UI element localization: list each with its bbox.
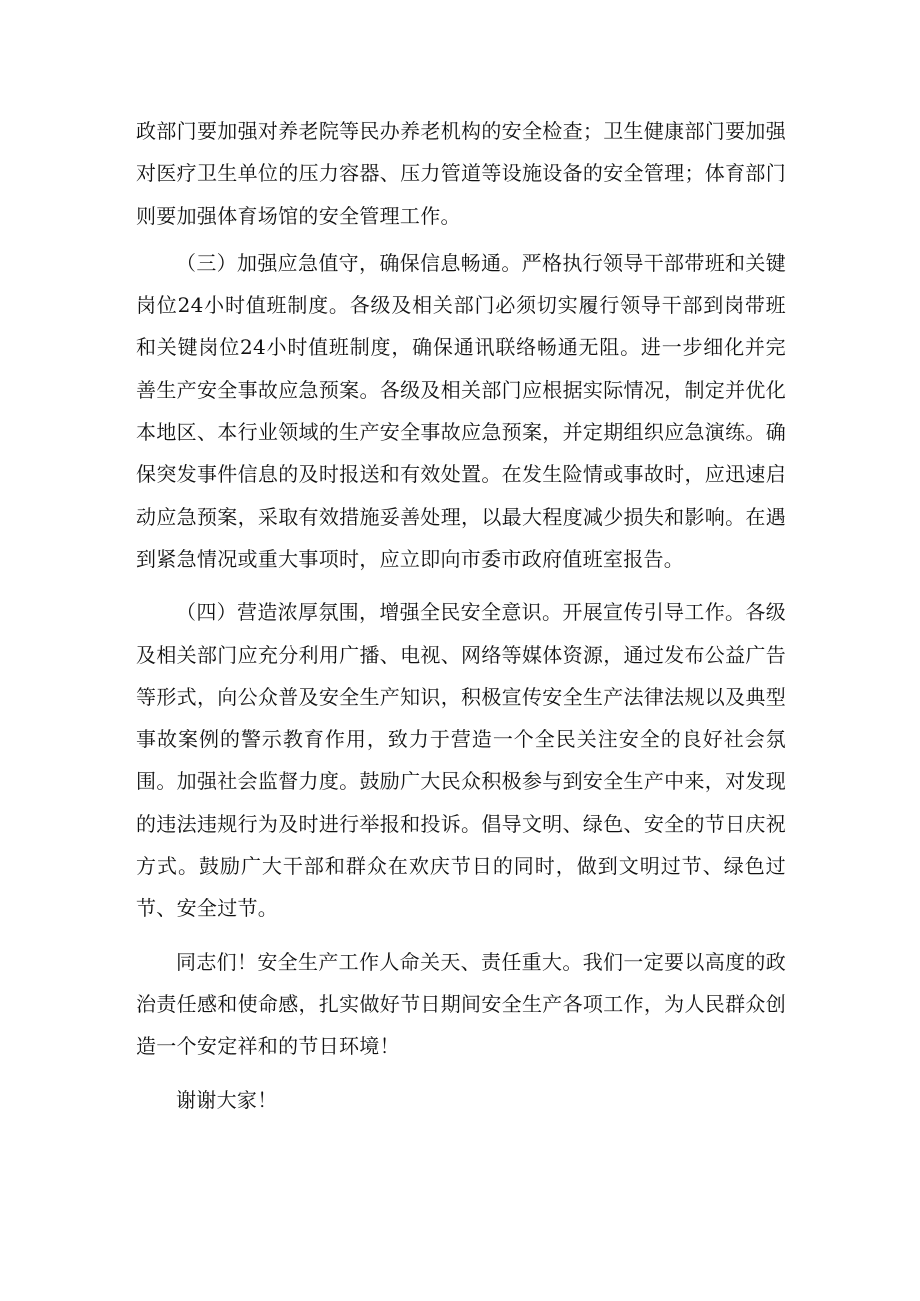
paragraph-closing-remarks: 同志们！安全生产工作人命关天、责任重大。我们一定要以高度的政治责任感和使命感，扎实做好节日期间安全生产各项工作，为人民群众创造一个安定祥和的节日环境！ <box>136 949 786 1059</box>
paragraph-thanks: 谢谢大家！ <box>176 1087 278 1112</box>
paragraph-emergency-duty: （三）加强应急值守，确保信息畅通。严格执行领导干部带班和关键岗位24小时值班制度。各级及相关部门必须切实履行领导干部到岗带班和关键岗位24小时值班制度，确保通讯联络畅通无阻。进一步细化并完善生产安全事故应急预案。各级及相关部门应根据实际情况，制定并优化本地区、本行业领域的生产安全事故应急预案，并定期组织应急演练。确保突发事件信息的及时报送和有效处置。在发生险情或事故时，应迅速启动应急预案，采取有效措施妥善处理，以最大程度减少损失和影响。在遇到紧急情况或重大事项时，应立即向市委市政府值班室报告。 <box>136 250 786 571</box>
paragraph-safety-awareness: （四）营造浓厚氛围，增强全民安全意识。开展宣传引导工作。各级及相关部门应充分利用广播、电视、网络等媒体资源，通过发布公益广告等形式，向公众普及安全生产知识，积极宣传安全生产法律法规以及典型事故案例的警示教育作用，致力于营造一个全民关注安全的良好社会氛围。加强社会监督力度。鼓励广大民众积极参与到安全生产中来，对发现的违法违规行为及时进行举报和投诉。倡导文明、绿色、安全的节日庆祝方式。鼓励广大干部和群众在欢庆节日的同时，做到文明过节、绿色过节、安全过节。 <box>136 600 786 921</box>
document-body <box>136 110 786 1121</box>
paragraph-continuation: 政部门要加强对养老院等民办养老机构的安全检查；卫生健康部门要加强对医疗卫生单位的压力容器、压力管道等设施设备的安全管理；体育部门则要加强体育场馆的安全管理工作。 <box>136 119 786 228</box>
